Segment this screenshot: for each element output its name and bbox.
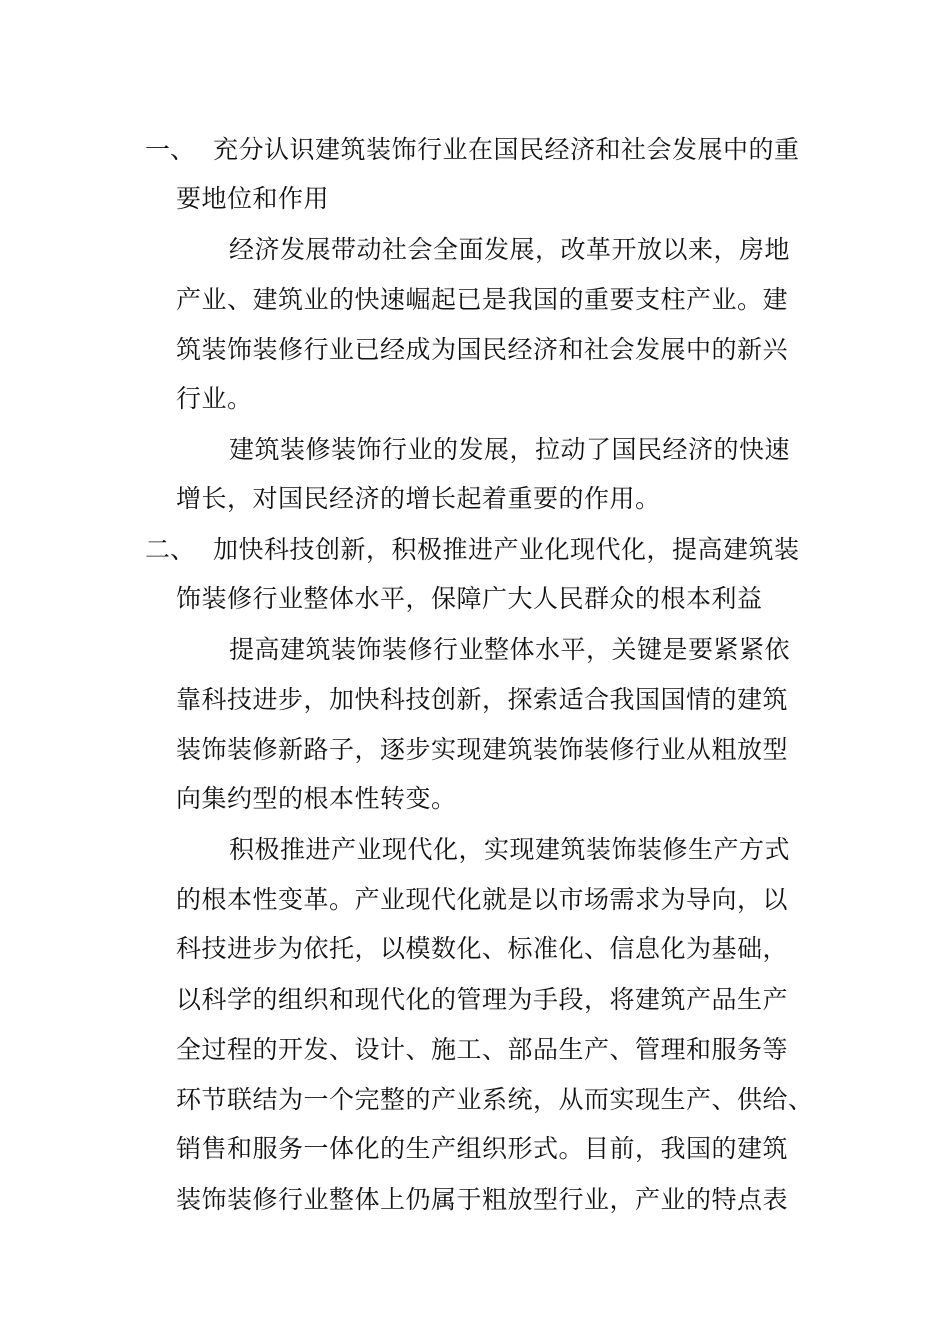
section-2-number: 二、 — [145, 535, 196, 564]
section-2-para-2-line-5: 全过程的开发、设计、施工、部品生产、管理和服务等 — [176, 1035, 789, 1064]
section-1-para-1-line-3: 筑装饰装修行业已经成为国民经济和社会发展中的新兴 — [176, 335, 789, 364]
section-2-para-1-line-3: 装饰装修新路子，逐步实现建筑装饰装修行业从粗放型 — [176, 735, 789, 764]
section-2-heading-line-1: 加快科技创新，积极推进产业化现代化，提高建筑装 — [213, 535, 800, 564]
section-2-para-2-line-3: 科技进步为依托，以模数化、标准化、信息化为基础， — [176, 934, 789, 963]
section-2-para-2-line-7: 销售和服务一体化的生产组织形式。目前，我国的建筑 — [176, 1134, 789, 1163]
section-2-para-2-line-8: 装饰装修行业整体上仍属于粗放型行业，产业的特点表 — [176, 1185, 789, 1214]
section-2-para-1-line-4: 向集约型的根本性转变。 — [176, 784, 457, 813]
section-1-para-2-line-1: 建筑装修装饰行业的发展，拉动了国民经济的快速 — [229, 435, 791, 464]
section-2-heading-line-2: 饰装修行业整体水平，保障广大人民群众的根本利益 — [176, 584, 763, 613]
section-1-para-1-line-2: 产业、建筑业的快速崛起已是我国的重要支柱产业。建 — [176, 285, 789, 314]
section-2-para-2-line-6: 环节联结为一个完整的产业系统，从而实现生产、供给、 — [176, 1085, 814, 1114]
section-2-para-2-line-4: 以科学的组织和现代化的管理为手段，将建筑产品生产 — [176, 985, 789, 1014]
section-2-para-2-line-1: 积极推进产业现代化，实现建筑装饰装修生产方式 — [229, 835, 791, 864]
section-1-para-1-line-4: 行业。 — [176, 384, 253, 413]
section-1-para-2-line-2: 增长，对国民经济的增长起着重要的作用。 — [176, 484, 661, 513]
section-1-para-1-line-1: 经济发展带动社会全面发展，改革开放以来，房地 — [229, 235, 791, 264]
section-1-heading-line-2: 要地位和作用 — [176, 184, 330, 213]
section-2-para-2-line-2: 的根本性变革。产业现代化就是以市场需求为导向，以 — [176, 885, 789, 914]
section-2-para-1-line-2: 靠科技进步，加快科技创新，探索适合我国国情的建筑 — [176, 685, 789, 714]
section-1-heading-line-1: 充分认识建筑装饰行业在国民经济和社会发展中的重 — [213, 135, 800, 164]
section-1-number: 一、 — [145, 135, 196, 164]
section-2-para-1-line-1: 提高建筑装饰装修行业整体水平，关键是要紧紧依 — [229, 635, 791, 664]
